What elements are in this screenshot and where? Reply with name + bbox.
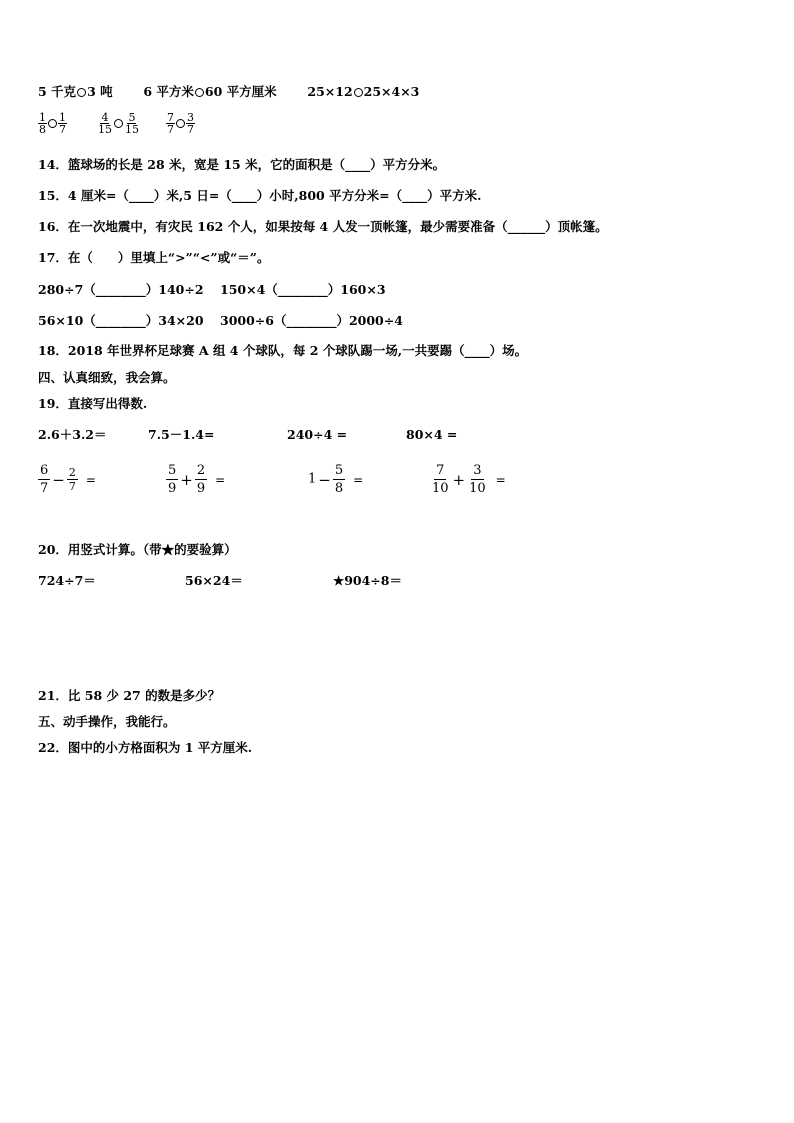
- fraction: $\frac{5}{15}$: [124, 111, 139, 136]
- fraction: $\frac{7}{7}$: [166, 111, 174, 136]
- compare-circle[interactable]: [48, 119, 57, 128]
- q19-expr-1: 2.6＋3.2＝: [38, 427, 107, 442]
- q13-c: 25×12: [307, 84, 353, 99]
- question-20: 20．用竖式计算。（带★的要验算）: [38, 542, 237, 557]
- question-19: 19．直接写出得数.: [38, 396, 148, 411]
- fraction: $\frac{2}{7}$: [68, 466, 76, 493]
- question-16: 16．在一次地震中，有灾民 162 个人，如果按每 4 人发一顶帐篷，最少需要准备（______）顶帐篷。: [38, 219, 608, 234]
- section-5-heading: 五、动手操作，我能行。: [38, 714, 176, 729]
- compare-circle[interactable]: [354, 88, 363, 97]
- fraction: $\frac{7}{10}$: [432, 463, 449, 496]
- q20-item-2: 56×24＝: [185, 573, 243, 588]
- compare-circle[interactable]: [176, 119, 185, 128]
- compare-circle[interactable]: [77, 88, 86, 97]
- fraction: $\frac{1}{8}$: [39, 111, 46, 136]
- q19-frac-expr-2: $\frac{5}{9}$ + $\frac{2}{9}$ =: [168, 463, 226, 496]
- fraction: $\frac{5}{9}$: [168, 463, 177, 496]
- q13-compare-line: [38, 84, 419, 100]
- compare-circle[interactable]: [114, 119, 123, 128]
- question-17: 17．在（ ）里填上“>”“<”或“＝”。: [38, 250, 270, 265]
- q20-item-1: 724÷7＝: [38, 573, 96, 588]
- question-14: 14．篮球场的长是 28 米，宽是 15 米，它的面积是（____）平方分米。: [38, 157, 446, 172]
- q19-expr-4: 80×4 =: [406, 427, 458, 442]
- q17-row-1b: 150×4（________）160×3: [220, 282, 386, 297]
- fraction-pair: [166, 111, 195, 136]
- fraction: $\frac{3}{10}$: [469, 463, 486, 496]
- compare-circle[interactable]: [195, 88, 204, 97]
- q13-c2: 25×4×3: [363, 84, 420, 99]
- q17-row-2b: 3000÷6（________）2000÷4: [220, 313, 403, 328]
- fraction: $\frac{2}{9}$: [196, 463, 206, 496]
- question-22: 22．图中的小方格面积为 1 平方厘米.: [38, 740, 253, 755]
- fraction: $\frac{6}{7}$: [40, 463, 49, 496]
- q13-a2: 3 吨: [87, 84, 113, 99]
- question-21: 21．比 58 少 27 的数是多少？: [38, 688, 221, 703]
- question-18: 18．2018 年世界杯足球赛 A 组 4 个球队，每 2 个球队踢一场,一共要踢（____）场。: [38, 343, 528, 358]
- fraction-pair: [38, 111, 71, 136]
- q20-item-3: ★904÷8＝: [333, 573, 402, 588]
- q19-expr-2: 7.5－1.4=: [148, 427, 215, 442]
- fraction: $\frac{3}{7}$: [186, 111, 194, 136]
- q19-frac-expr-1: $\frac{6}{7}$ − $\frac{2}{7}$ =: [40, 463, 96, 496]
- q13-b2: 60 平方厘米: [204, 84, 277, 99]
- q19-frac-expr-4: $\frac{7}{10}$ + $\frac{3}{10}$ =: [432, 463, 506, 496]
- q13-a: 5 千克: [38, 84, 77, 99]
- q19-expr-3: 240÷4 =: [287, 427, 348, 442]
- q13-fraction-line: [38, 112, 195, 135]
- fraction: $\frac{4}{15}$: [97, 111, 112, 136]
- q17-row-1a: 280÷7（________）140÷2: [38, 282, 204, 297]
- q13-b: 6 平方米: [143, 84, 194, 99]
- fraction-pair: [97, 111, 144, 136]
- fraction: $\frac{5}{8}$: [334, 463, 344, 496]
- question-15: 15．4 厘米=（____）米,5 日=（____）小时,800 平方分米=（____）平方米.: [38, 188, 482, 203]
- q17-row-2a: 56×10（________）34×20: [38, 313, 204, 328]
- section-4-heading: 四、认真细致，我会算。: [38, 370, 176, 385]
- q19-frac-expr-3: 1 − $\frac{5}{8}$ =: [308, 463, 364, 496]
- fraction: $\frac{1}{7}$: [59, 111, 66, 136]
